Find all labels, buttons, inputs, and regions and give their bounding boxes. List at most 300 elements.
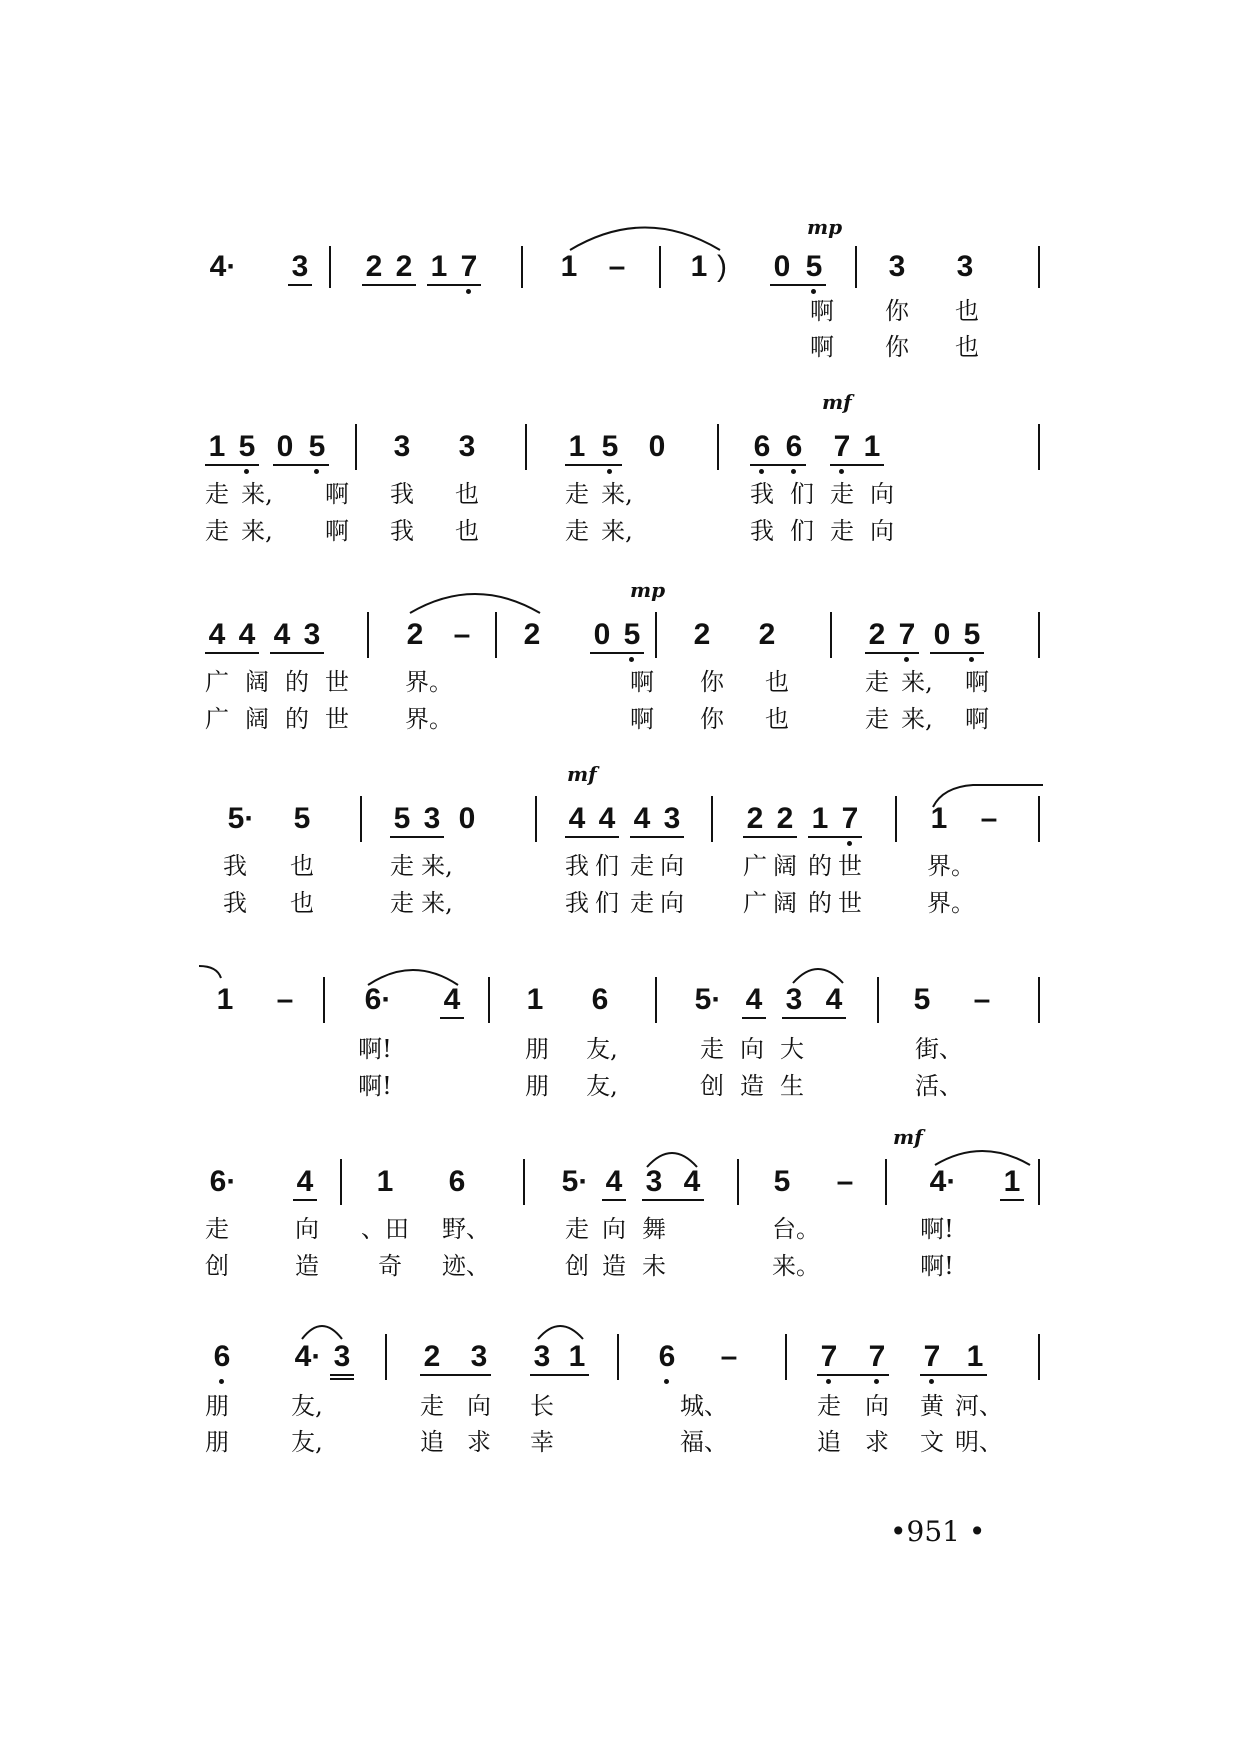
barline <box>737 1159 739 1205</box>
note: 1 <box>930 802 948 835</box>
system-2 <box>205 390 1045 550</box>
barline <box>535 796 537 842</box>
note: 5 <box>963 618 981 651</box>
lyric: 也 <box>765 668 789 696</box>
lyric: 阔 <box>773 889 797 917</box>
underline <box>565 464 622 466</box>
slur <box>297 1319 347 1341</box>
lyric: 造 <box>295 1252 319 1280</box>
note: 1 <box>430 250 448 283</box>
lyric: 阔 <box>773 852 797 880</box>
barline <box>329 246 331 288</box>
lyric: 你 <box>700 668 724 696</box>
dynamic-mark: mf <box>567 762 597 786</box>
underline <box>362 284 416 286</box>
lyric: 世 <box>838 889 862 917</box>
low-octave-dot <box>929 1379 934 1384</box>
lyric: 向 <box>295 1215 319 1243</box>
note: 6 <box>448 1165 466 1198</box>
note: 1 <box>966 1340 984 1373</box>
lyric: 来, <box>901 668 933 696</box>
lyric: 你 <box>700 705 724 733</box>
lyric: 友, <box>586 1072 618 1100</box>
underline <box>1000 1199 1024 1201</box>
low-octave-dot <box>811 289 816 294</box>
lyric: 的 <box>285 705 309 733</box>
note: 4 <box>605 1165 623 1198</box>
low-octave-dot <box>664 1379 669 1384</box>
dynamic-mark: mp <box>630 578 666 602</box>
lyric: 友, <box>291 1428 323 1456</box>
note: 7 <box>898 618 916 651</box>
lyric: 朋 <box>205 1428 229 1456</box>
dynamic-mark: mf <box>822 390 852 414</box>
lyric: 走 <box>630 889 654 917</box>
note: 3 <box>423 802 441 835</box>
note: 6 <box>753 430 771 463</box>
note: 4 <box>296 1165 314 1198</box>
lyric: 们 <box>595 889 619 917</box>
note: 6 <box>658 1340 676 1373</box>
note: 7 <box>923 1340 941 1373</box>
note: 2 <box>523 618 541 651</box>
note: 7 <box>820 1340 838 1373</box>
underline <box>930 652 984 654</box>
low-octave-dot <box>466 289 471 294</box>
lyric: 造 <box>740 1072 764 1100</box>
note: 4· <box>209 250 237 283</box>
lyric: 求 <box>865 1428 889 1456</box>
lyric: 向 <box>740 1035 764 1063</box>
lyric: 啊 <box>630 705 654 733</box>
lyric: 界。 <box>927 852 975 880</box>
note: 4 <box>633 802 651 835</box>
note: 2 <box>395 250 413 283</box>
underline <box>742 1017 766 1019</box>
underline <box>205 652 259 654</box>
lyric: 福、 <box>680 1428 728 1456</box>
note: 7 <box>841 802 859 835</box>
note: 5 <box>393 802 411 835</box>
lyric: 走 <box>830 480 854 508</box>
lyric: 向 <box>870 517 894 545</box>
system-7 <box>205 1315 1045 1465</box>
underline <box>390 836 444 838</box>
underline <box>817 1374 889 1376</box>
lyric: 的 <box>285 668 309 696</box>
note: 5 <box>601 430 619 463</box>
barline <box>1038 977 1040 1023</box>
note: 4· <box>929 1165 957 1198</box>
lyric: 野、 <box>442 1215 490 1243</box>
lyric: 来, <box>241 517 273 545</box>
note: 5· <box>227 802 255 835</box>
note: – <box>973 983 991 1016</box>
lyric: 我 <box>223 889 247 917</box>
note: 5 <box>773 1165 791 1198</box>
lyric: 未 <box>642 1252 666 1280</box>
note: 3 <box>303 618 321 651</box>
system-3 <box>205 578 1045 738</box>
slur <box>405 583 545 618</box>
system-6 <box>205 1125 1045 1285</box>
underline <box>427 284 481 286</box>
lyric: 也 <box>765 705 789 733</box>
lyric: 街、 <box>915 1035 963 1063</box>
barline <box>495 612 497 658</box>
lyric: 啊 <box>965 705 989 733</box>
lyric: 奇 <box>378 1252 402 1280</box>
note: 2 <box>365 250 383 283</box>
note: 1 <box>568 430 586 463</box>
lyric: 界。 <box>405 668 453 696</box>
note: 5 <box>623 618 641 651</box>
note: 1 <box>526 983 544 1016</box>
lyric: 向 <box>660 889 684 917</box>
lyric: 世 <box>838 852 862 880</box>
barline <box>488 977 490 1023</box>
note: 1 <box>208 430 226 463</box>
low-octave-dot <box>826 1379 831 1384</box>
barline <box>1038 1159 1040 1205</box>
underline <box>743 836 797 838</box>
lyric: 幸 <box>530 1428 554 1456</box>
lyric: 走 <box>390 889 414 917</box>
lyric: 啊 <box>810 297 834 325</box>
note: 4 <box>825 983 843 1016</box>
lyric: 台。 <box>772 1215 820 1243</box>
note: 4 <box>683 1165 701 1198</box>
underline <box>293 1199 317 1201</box>
note: 4 <box>745 983 763 1016</box>
lyric: 也 <box>955 297 979 325</box>
lyric: 来。 <box>772 1252 820 1280</box>
underline <box>865 652 919 654</box>
note: 5 <box>805 250 823 283</box>
note: 1 <box>863 430 881 463</box>
lyric: 我 <box>750 517 774 545</box>
lyric: 、田 <box>361 1215 409 1243</box>
lyric: 广 <box>205 705 229 733</box>
barline <box>1038 246 1040 288</box>
barline <box>1038 612 1040 658</box>
lyric: 们 <box>790 517 814 545</box>
low-octave-dot <box>904 657 909 662</box>
lyric: 追 <box>817 1428 841 1456</box>
barline <box>830 612 832 658</box>
lyric: 我 <box>390 517 414 545</box>
lyric: 啊 <box>325 517 349 545</box>
note: 0 <box>933 618 951 651</box>
barline <box>877 977 879 1023</box>
low-octave-dot <box>874 1379 879 1384</box>
lyric: 啊 <box>965 668 989 696</box>
underline <box>288 284 312 286</box>
lyric: 向 <box>602 1215 626 1243</box>
lyric: 来, <box>601 480 633 508</box>
lyric: 广 <box>205 668 229 696</box>
note: 1 <box>216 983 234 1016</box>
note: 4 <box>238 618 256 651</box>
underline <box>270 652 324 654</box>
slur <box>533 1319 588 1341</box>
note: 1 <box>811 802 829 835</box>
note: 2 <box>406 618 424 651</box>
note: 1 <box>376 1165 394 1198</box>
note: 2 <box>746 802 764 835</box>
lyric: 走 <box>700 1035 724 1063</box>
lyric: 朋 <box>525 1072 549 1100</box>
note: 3 <box>645 1165 663 1198</box>
slur <box>199 963 229 983</box>
barline <box>340 1159 342 1205</box>
underline <box>420 1374 491 1376</box>
note: 3 <box>888 250 906 283</box>
lyric: 走 <box>205 1215 229 1243</box>
barline <box>617 1334 619 1380</box>
dynamic-mark: mf <box>893 1125 923 1149</box>
lyric: 也 <box>290 852 314 880</box>
system-5 <box>205 955 1045 1105</box>
note: 3 <box>533 1340 551 1373</box>
lyric: 我 <box>223 852 247 880</box>
note: 5· <box>561 1165 589 1198</box>
lyric: 迹、 <box>442 1252 490 1280</box>
dynamic-mark: mp <box>807 215 843 239</box>
note: 2 <box>693 618 711 651</box>
barline <box>1038 1334 1040 1380</box>
lyric: 追 <box>420 1428 444 1456</box>
underline <box>440 1017 464 1019</box>
note: 5 <box>913 983 931 1016</box>
lyric: 长 <box>530 1392 554 1420</box>
note: 3 <box>458 430 476 463</box>
note: 6 <box>213 1340 231 1373</box>
barline <box>521 246 523 288</box>
note: 4 <box>208 618 226 651</box>
note: 4 <box>598 802 616 835</box>
lyric: 友, <box>291 1392 323 1420</box>
system-4 <box>205 762 1045 922</box>
note: 5 <box>238 430 256 463</box>
note: 3 <box>785 983 803 1016</box>
lyric: 们 <box>595 852 619 880</box>
note: ) <box>717 250 727 283</box>
note: 1 <box>568 1340 586 1373</box>
lyric: 来, <box>241 480 273 508</box>
lyric: 啊! <box>358 1072 392 1100</box>
note: – <box>276 983 294 1016</box>
lyric: 创 <box>700 1072 724 1100</box>
note: – <box>836 1165 854 1198</box>
note: 6· <box>364 983 392 1016</box>
lyric: 走 <box>205 480 229 508</box>
underline <box>590 652 644 654</box>
lyric: 走 <box>565 480 589 508</box>
note: 6· <box>209 1165 237 1198</box>
lyric: 走 <box>630 852 654 880</box>
low-octave-dot <box>791 469 796 474</box>
lyric: 创 <box>565 1252 589 1280</box>
lyric: 阔 <box>245 668 269 696</box>
lyric: 向 <box>870 480 894 508</box>
lyric: 世 <box>325 668 349 696</box>
lyric: 啊! <box>920 1252 954 1280</box>
lyric: 我 <box>565 889 589 917</box>
lyric: 也 <box>455 517 479 545</box>
note: 0 <box>593 618 611 651</box>
note: 0 <box>648 430 666 463</box>
low-octave-dot <box>314 469 319 474</box>
lyric: 走 <box>205 517 229 545</box>
lyric: 生 <box>780 1072 804 1100</box>
note: 6 <box>785 430 803 463</box>
lyric: 们 <box>790 480 814 508</box>
lyric: 走 <box>565 1215 589 1243</box>
barline <box>523 1159 525 1205</box>
note: 3 <box>956 250 974 283</box>
low-octave-dot <box>839 469 844 474</box>
low-octave-dot <box>244 469 249 474</box>
lyric: 我 <box>390 480 414 508</box>
underline <box>770 284 826 286</box>
note: 0 <box>773 250 791 283</box>
barline <box>1038 424 1040 470</box>
note: 5· <box>694 983 722 1016</box>
lyric: 阔 <box>245 705 269 733</box>
low-octave-dot <box>847 841 852 846</box>
note: 1 <box>560 250 578 283</box>
note: 4· <box>294 1340 322 1373</box>
lyric: 走 <box>817 1392 841 1420</box>
lyric: 也 <box>455 480 479 508</box>
lyric: 向 <box>660 852 684 880</box>
lyric: 你 <box>885 333 909 361</box>
lyric: 也 <box>290 889 314 917</box>
low-octave-dot <box>969 657 974 662</box>
underline <box>273 464 329 466</box>
lyric: 的 <box>808 889 832 917</box>
note: 2 <box>423 1340 441 1373</box>
lyric: 也 <box>955 333 979 361</box>
barline <box>1038 796 1040 842</box>
lyric: 明、 <box>955 1428 1003 1456</box>
note: 3 <box>663 802 681 835</box>
note: 4 <box>273 618 291 651</box>
barline <box>385 1334 387 1380</box>
note: 2 <box>868 618 886 651</box>
barline <box>323 977 325 1023</box>
barline <box>711 796 713 842</box>
underline <box>630 836 684 838</box>
note: 4 <box>443 983 461 1016</box>
underline <box>330 1374 354 1376</box>
note: 1 <box>1003 1165 1021 1198</box>
lyric: 友, <box>586 1035 618 1063</box>
lyric: 走 <box>390 852 414 880</box>
low-octave-dot <box>629 657 634 662</box>
lyric: 走 <box>865 668 889 696</box>
lyric: 求 <box>467 1428 491 1456</box>
lyric: 啊 <box>630 668 654 696</box>
lyric: 界。 <box>405 705 453 733</box>
lyric: 来, <box>601 517 633 545</box>
barline <box>785 1334 787 1380</box>
barline <box>895 796 897 842</box>
barline <box>525 424 527 470</box>
note: – <box>720 1340 738 1373</box>
lyric: 世 <box>325 705 349 733</box>
underline <box>205 464 259 466</box>
lyric: 文 <box>920 1428 944 1456</box>
barline <box>355 424 357 470</box>
lyric: 创 <box>205 1252 229 1280</box>
barline <box>885 1159 887 1205</box>
note: 5 <box>293 802 311 835</box>
lyric: 来, <box>421 852 453 880</box>
lyric: 河、 <box>955 1392 1003 1420</box>
page-number: •951 • <box>890 1515 986 1548</box>
note: 2 <box>776 802 794 835</box>
lyric: 啊 <box>325 480 349 508</box>
lyric: 啊! <box>920 1215 954 1243</box>
lyric: 来, <box>901 705 933 733</box>
lyric: 向 <box>865 1392 889 1420</box>
lyric: 我 <box>565 852 589 880</box>
underline <box>782 1017 846 1019</box>
underline <box>530 1374 589 1376</box>
lyric: 向 <box>467 1392 491 1420</box>
lyric: 大 <box>780 1035 804 1063</box>
lyric: 走 <box>565 517 589 545</box>
underline <box>565 836 619 838</box>
note: – <box>608 250 626 283</box>
barline <box>717 424 719 470</box>
lyric: 广 <box>743 852 767 880</box>
note: 1 <box>690 250 708 283</box>
note: 7 <box>460 250 478 283</box>
underline <box>920 1374 987 1376</box>
barline <box>655 977 657 1023</box>
barline <box>655 612 657 658</box>
lyric: 活、 <box>915 1072 963 1100</box>
lyric: 的 <box>808 852 832 880</box>
note: 7 <box>833 430 851 463</box>
note: 3 <box>470 1340 488 1373</box>
underline <box>750 464 806 466</box>
underline <box>830 464 884 466</box>
slur <box>565 215 725 255</box>
underline <box>808 836 862 838</box>
barline <box>855 246 857 288</box>
lyric: 啊! <box>358 1035 392 1063</box>
lyric: 朋 <box>205 1392 229 1420</box>
lyric: 黄 <box>920 1392 944 1420</box>
note: – <box>980 802 998 835</box>
lyric: 来, <box>421 889 453 917</box>
system-1 <box>205 215 1045 365</box>
lyric: 城、 <box>680 1392 728 1420</box>
note: 3 <box>333 1340 351 1373</box>
note: 4 <box>568 802 586 835</box>
lyric: 广 <box>743 889 767 917</box>
lyric: 啊 <box>810 333 834 361</box>
low-octave-dot <box>607 469 612 474</box>
barline <box>367 612 369 658</box>
note: 3 <box>291 250 309 283</box>
barline <box>360 796 362 842</box>
lyric: 你 <box>885 297 909 325</box>
